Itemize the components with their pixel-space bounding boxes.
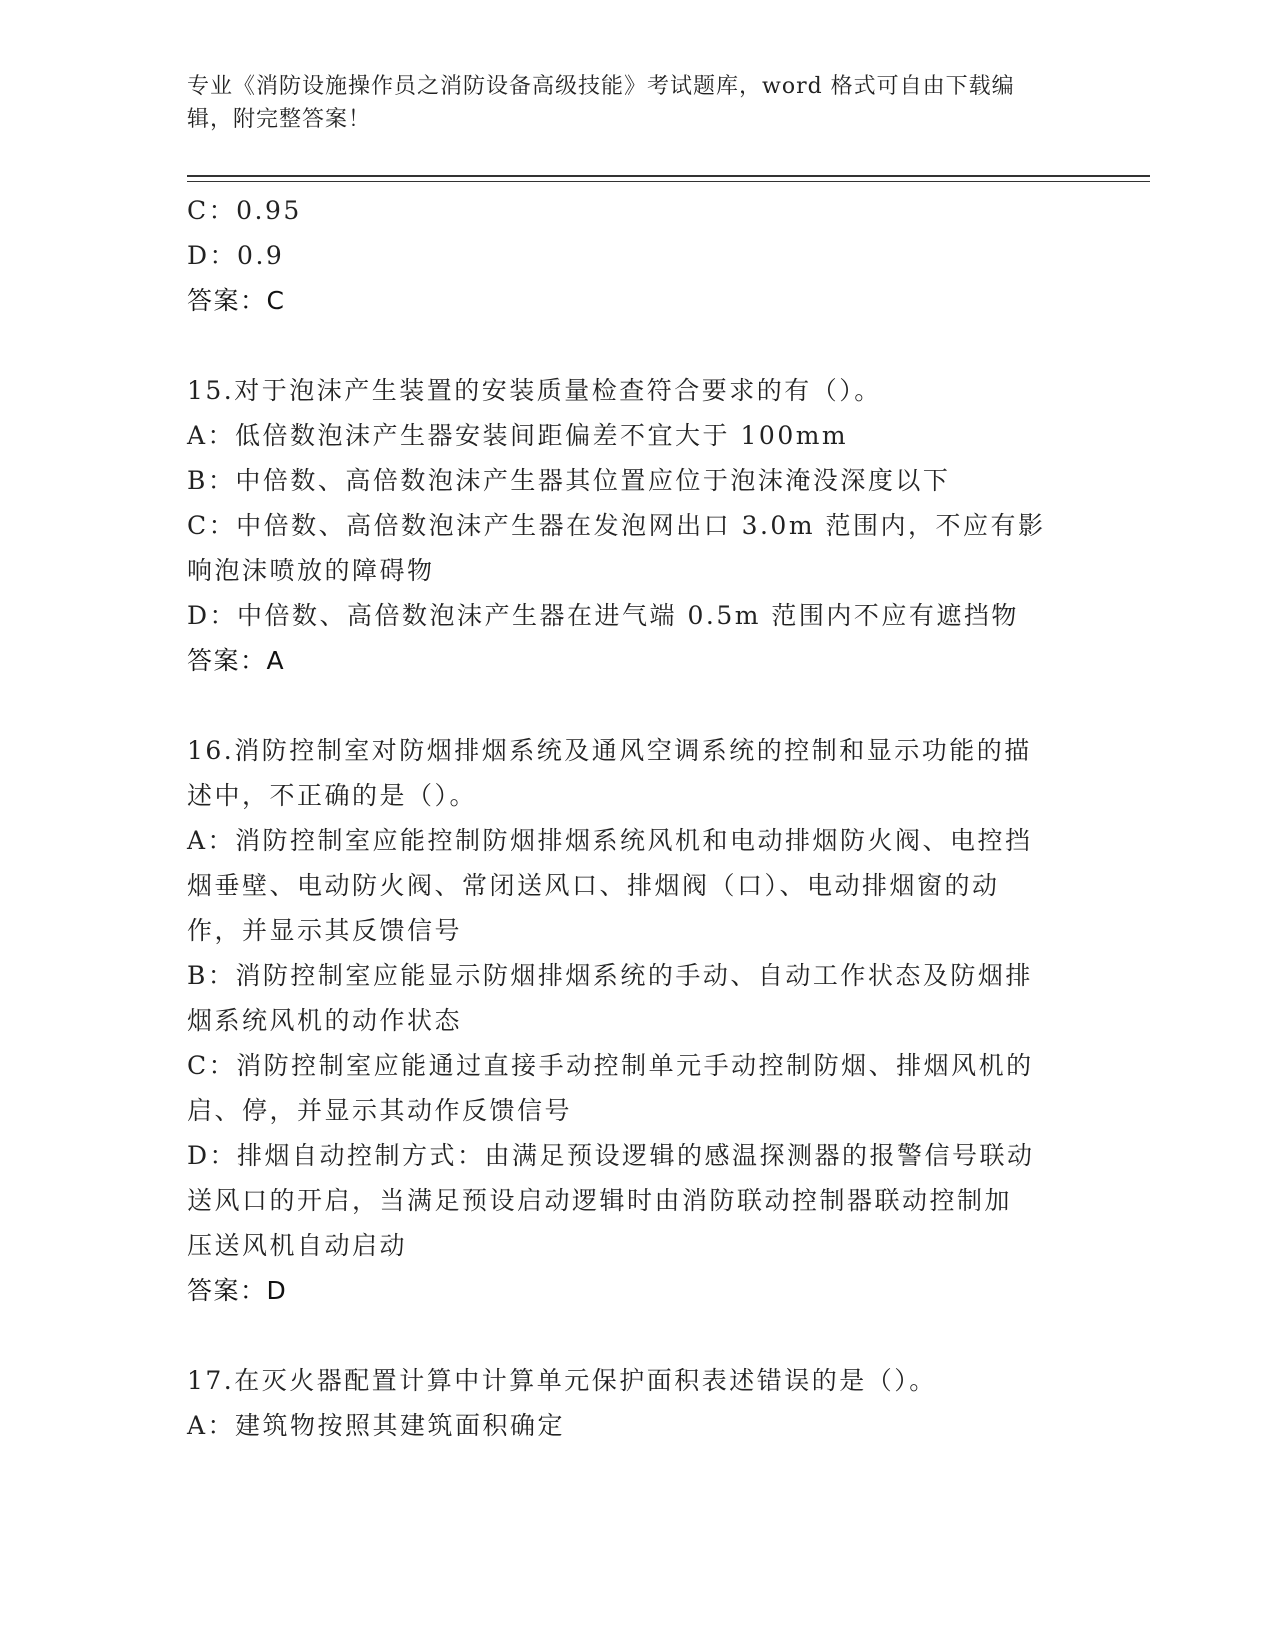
q17-option-a: A：建筑物按照其建筑面积确定 bbox=[187, 1411, 566, 1440]
q15-option-b: B：中倍数、高倍数泡沫产生器其位置应位于泡沫淹没深度以下 bbox=[187, 466, 951, 495]
q15-option-a: A：低倍数泡沫产生器安装间距偏差不宜大于 100mm bbox=[187, 421, 849, 450]
q16-option-d-line-3: 压送风机自动启动 bbox=[187, 1231, 408, 1260]
q16-option-d-line-1: D：排烟自动控制方式：由满足预设逻辑的感温探测器的报警信号联动 bbox=[187, 1141, 1035, 1170]
q16-option-b-line-1: B：消防控制室应能显示防烟排烟系统的手动、自动工作状态及防烟排 bbox=[187, 961, 1033, 990]
q14-option-d: D：0.9 bbox=[187, 241, 285, 270]
header-rule-thick bbox=[187, 175, 1150, 177]
header-line-2: 辑，附完整答案！ bbox=[187, 107, 372, 132]
question-14-tail bbox=[187, 188, 1077, 323]
header-line-1: 专业《消防设施操作员之消防设备高级技能》考试题库，word 格式可自由下载编 bbox=[187, 74, 1015, 99]
q15-option-d: D：中倍数、高倍数泡沫产生器在进气端 0.5m 范围内不应有遮挡物 bbox=[187, 601, 1019, 630]
q16-stem-line-2: 述中，不正确的是（）。 bbox=[187, 781, 478, 810]
q16-option-a-line-2: 烟垂壁、电动防火阀、常闭送风口、排烟阀（口）、电动排烟窗的动 bbox=[187, 871, 1000, 900]
question-17 bbox=[187, 1358, 1077, 1448]
q17-stem: 17.在灭火器配置计算中计算单元保护面积表述错误的是（）。 bbox=[187, 1366, 937, 1395]
q16-option-b-line-2: 烟系统风机的动作状态 bbox=[187, 1006, 463, 1035]
q16-option-c-line-1: C：消防控制室应能通过直接手动控制单元手动控制防烟、排烟风机的 bbox=[187, 1051, 1034, 1080]
spacer bbox=[187, 323, 1077, 368]
q16-option-c-line-2: 启、停，并显示其动作反馈信号 bbox=[187, 1096, 573, 1125]
q15-stem: 15.对于泡沫产生装置的安装质量检查符合要求的有（）。 bbox=[187, 376, 882, 405]
q16-option-a-line-1: A：消防控制室应能控制防烟排烟系统风机和电动排烟防火阀、电控挡 bbox=[187, 826, 1033, 855]
q16-stem-line-1: 16.消防控制室对防烟排烟系统及通风空调系统的控制和显示功能的描 bbox=[187, 736, 1032, 765]
q14-option-c: C：0.95 bbox=[187, 196, 302, 225]
spacer bbox=[187, 683, 1077, 728]
question-15 bbox=[187, 368, 1077, 683]
spacer bbox=[187, 1313, 1077, 1358]
page-header bbox=[187, 70, 1067, 136]
q16-answer: 答案：D bbox=[187, 1276, 288, 1305]
q16-option-d-line-2: 送风口的开启，当满足预设启动逻辑时由消防联动控制器联动控制加 bbox=[187, 1186, 1013, 1215]
q15-answer: 答案：A bbox=[187, 646, 286, 675]
question-content bbox=[187, 188, 1077, 1448]
question-16 bbox=[187, 728, 1077, 1313]
q16-option-a-line-3: 作，并显示其反馈信号 bbox=[187, 916, 463, 945]
q15-option-c-line-2: 响泡沫喷放的障碍物 bbox=[187, 556, 435, 585]
q14-answer: 答案：C bbox=[187, 286, 286, 315]
header-rule-thin bbox=[187, 181, 1150, 182]
q15-option-c-line-1: C：中倍数、高倍数泡沫产生器在发泡网出口 3.0m 范围内，不应有影 bbox=[187, 511, 1046, 540]
